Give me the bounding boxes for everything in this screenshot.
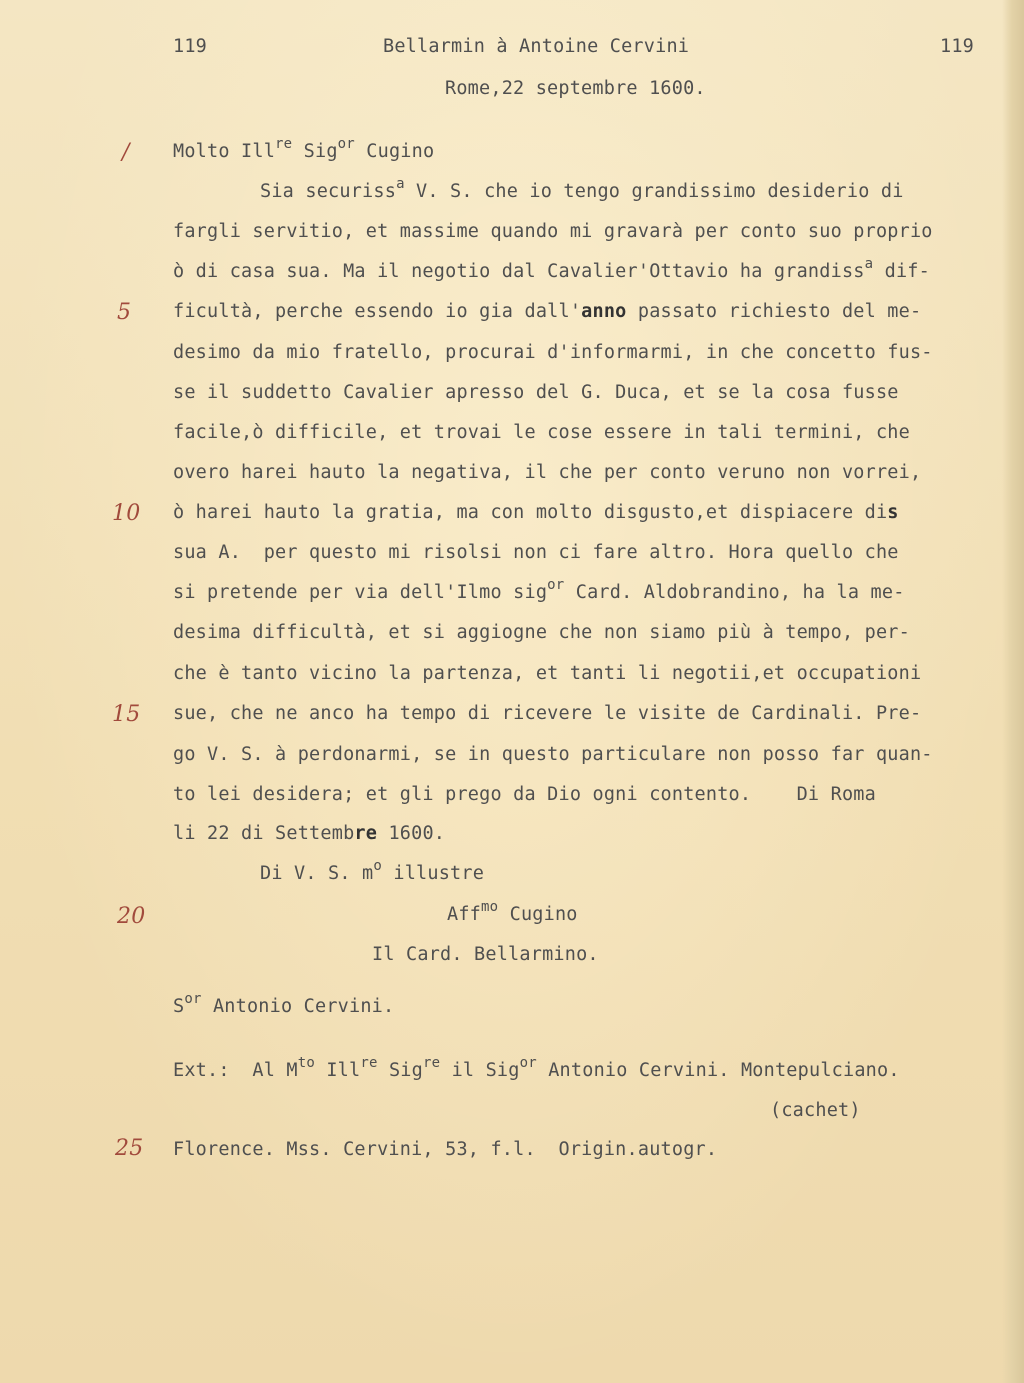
margin-mark-25: 25 xyxy=(115,1136,144,1161)
body-line-2: fargli servitio, et massime quando mi gravarà per conto suo proprio xyxy=(173,221,933,242)
body-line-17: li 22 di Settembre 1600. xyxy=(173,823,446,844)
margin-mark-10: 10 xyxy=(112,501,141,526)
margin-mark-1: / xyxy=(122,140,130,165)
body-line-6: se il suddetto Cavalier apresso del G. Duca, et se la cosa fusse xyxy=(173,382,899,403)
cachet-note: (cachet) xyxy=(770,1100,861,1121)
body-line-16: to lei desidera; et gli prego da Dio ogni contento. Di Roma xyxy=(173,784,876,805)
closing-line-1: Di V. S. $m^o$ illustre xyxy=(260,858,485,884)
body-line-12: desima difficultà, et si aggiogne che non siamo più à tempo, per- xyxy=(173,622,910,643)
page-number-right: 119 xyxy=(940,36,975,57)
body-line-14: sue, che ne anco ha tempo di ricevere le visite de Cardinali. Pre- xyxy=(173,703,922,724)
recipient: $S^{or}$ Antonio Cervini. xyxy=(173,991,395,1017)
margin-mark-5: 5 xyxy=(117,300,132,325)
body-line-8: overo harei hauto la negativa, il che per conto veruno non vorrei, xyxy=(173,462,922,483)
body-line-15: go V. S. à perdonarmi, se in questo particulare non posso far quan- xyxy=(173,744,933,765)
margin-mark-20: 20 xyxy=(117,904,146,929)
body-line-9: ò harei hauto la gratia, ma con molto disgusto,et dispiacere dis xyxy=(173,502,899,523)
body-line-5: desimo da mio fratello, procurai d'informarmi, in che concetto fus- xyxy=(173,342,933,363)
signature: Il Card. Bellarmino. xyxy=(372,944,599,965)
body-line-10: sua A. per questo mi risolsi non ci fare altro. Hora quello che xyxy=(173,542,899,563)
document-title: Bellarmin à Antoine Cervini xyxy=(383,36,690,57)
paper-edge xyxy=(1002,0,1024,1383)
address-line: Ext.: Al $M^{to}$ Ill$^{re}$ Sig$^{re}$ il Sig$^{or}$ Antonio Cervini. Montepulciano. xyxy=(173,1055,900,1081)
source-reference: Florence. Mss. Cervini, 53, f.l. Origin.autogr. xyxy=(173,1139,718,1160)
salutation: Molto Ill$^{re}$ Sig$^{or}$ Cugino xyxy=(173,136,435,162)
body-line-13: che è tanto vicino la partenza, et tanti li negotii,et occupationi xyxy=(173,663,922,684)
body-line-4: ficultà, perche essendo io gia dall'anno passato richiesto del me- xyxy=(173,301,922,322)
body-line-3: ò di casa sua. Ma il negotio dal Cavalier'Ottavio ha grandiss$^a$ dif- xyxy=(173,256,930,282)
body-line-11: si pretende per via dell'Ilmo sig$^{or}$ Card. Aldobrandino, ha la me- xyxy=(173,577,905,603)
margin-mark-15: 15 xyxy=(112,702,141,727)
closing-line-2: Aff$^{mo}$ Cugino xyxy=(447,899,578,925)
body-line-7: facile,ò difficile, et trovai le cose essere in tali termini, che xyxy=(173,422,910,443)
body-line-1: Sia securiss$^a$ V. S. che io tengo grandissimo desiderio di xyxy=(260,176,904,202)
page-number-left: 119 xyxy=(173,36,208,57)
letter-date: Rome,22 septembre 1600. xyxy=(445,78,706,99)
